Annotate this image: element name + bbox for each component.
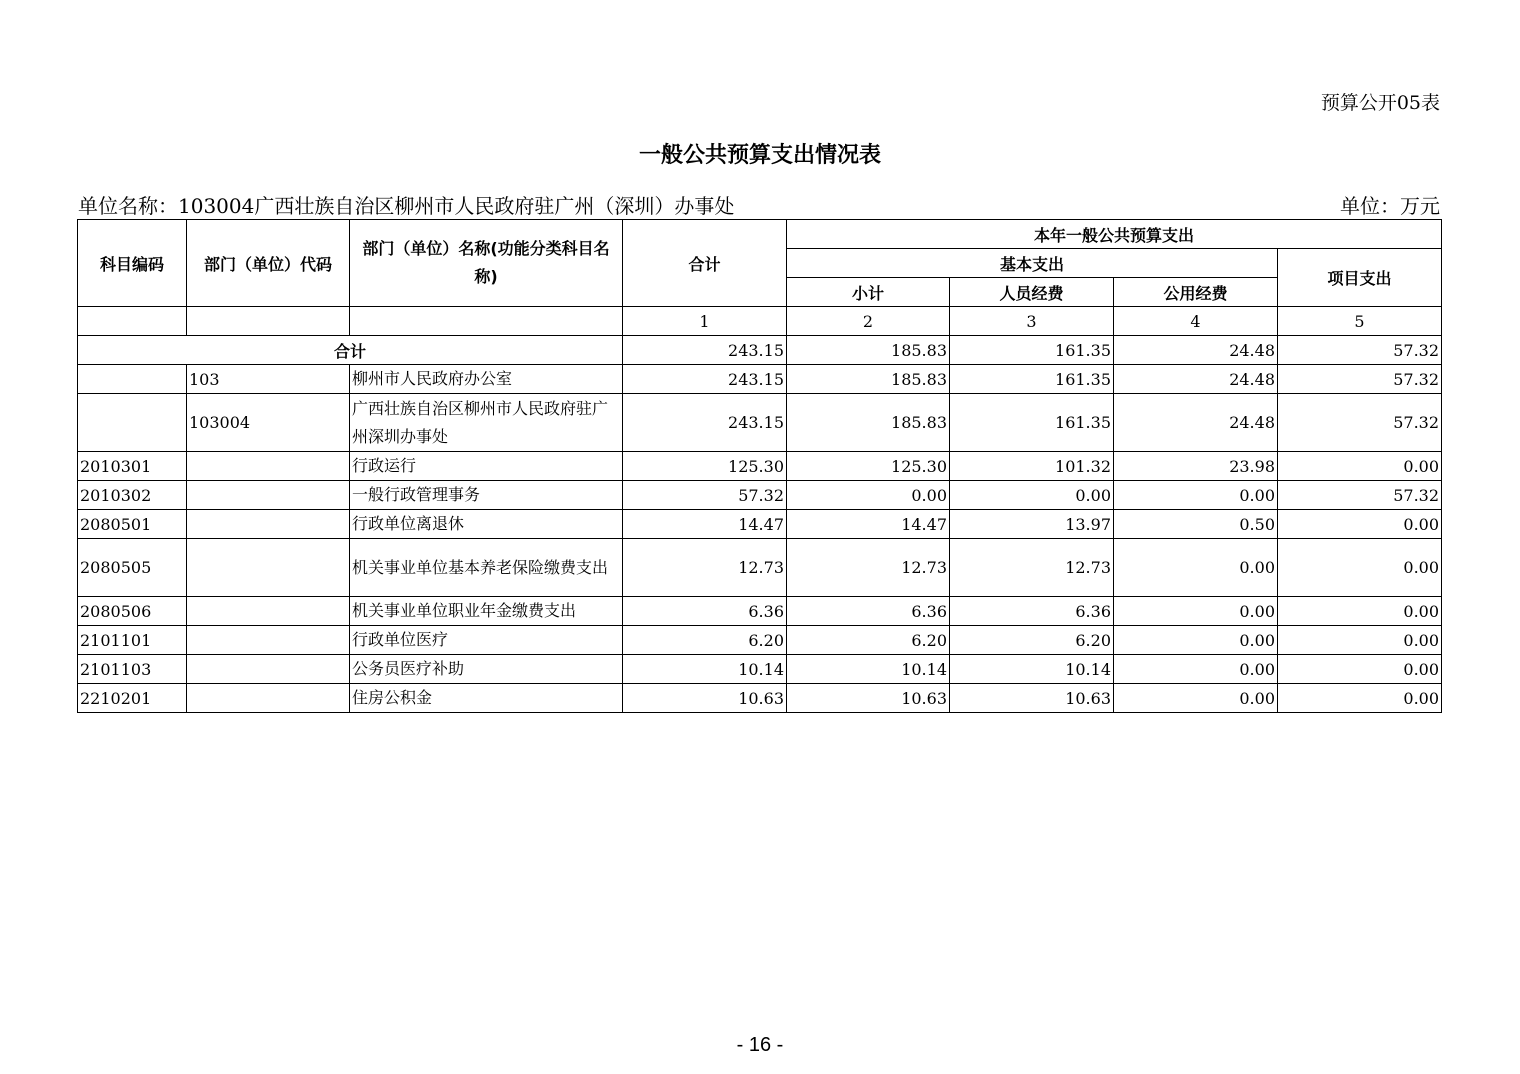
table-row bbox=[78, 626, 1442, 655]
header-personnel: 人员经费 bbox=[950, 278, 1114, 307]
code-cell: 2010302 bbox=[78, 481, 187, 510]
table-row bbox=[78, 394, 1442, 452]
dept-name-cell: 广西壮族自治区柳州市人民政府驻广州深圳办事处 bbox=[350, 394, 623, 452]
project-value: 57.32 bbox=[1278, 336, 1442, 365]
form-number: 预算公开05表 bbox=[1320, 92, 1440, 114]
table-row bbox=[78, 365, 1442, 394]
index-cell: 5 bbox=[1278, 307, 1442, 336]
dept-name-cell: 公务员医疗补助 bbox=[350, 655, 623, 684]
dept-code-cell bbox=[187, 481, 350, 510]
dept-name-cell: 柳州市人民政府办公室 bbox=[350, 365, 623, 394]
public-cell: 0.50 bbox=[1114, 510, 1278, 539]
code-cell: 2101103 bbox=[78, 655, 187, 684]
table-row bbox=[78, 481, 1442, 510]
total-cell: 12.73 bbox=[623, 539, 787, 597]
total-cell: 14.47 bbox=[623, 510, 787, 539]
table-row bbox=[78, 597, 1442, 626]
header-subtotal: 小计 bbox=[787, 278, 950, 307]
header-group-current-year: 本年一般公共预算支出 bbox=[787, 220, 1442, 249]
header-dept-code: 部门（单位）代码 bbox=[187, 220, 350, 307]
public-cell: 0.00 bbox=[1114, 626, 1278, 655]
header-dept-name: 部门（单位）名称(功能分类科目名称) bbox=[350, 220, 623, 307]
code-cell: 2080506 bbox=[78, 597, 187, 626]
header-public: 公用经费 bbox=[1114, 278, 1278, 307]
index-cell: 1 bbox=[623, 307, 787, 336]
subtotal-cell: 10.63 bbox=[787, 684, 950, 713]
public-cell: 0.00 bbox=[1114, 655, 1278, 684]
index-cell-empty bbox=[350, 307, 623, 336]
public-cell: 0.00 bbox=[1114, 481, 1278, 510]
subtotal-cell: 125.30 bbox=[787, 452, 950, 481]
code-cell: 2080501 bbox=[78, 510, 187, 539]
project-cell: 0.00 bbox=[1278, 539, 1442, 597]
dept-code-cell bbox=[187, 539, 350, 597]
dept-code-cell bbox=[187, 510, 350, 539]
project-cell: 0.00 bbox=[1278, 597, 1442, 626]
public-cell: 24.48 bbox=[1114, 365, 1278, 394]
table-row bbox=[78, 655, 1442, 684]
table-row bbox=[78, 684, 1442, 713]
header-group-basic: 基本支出 bbox=[787, 249, 1278, 278]
index-cell: 3 bbox=[950, 307, 1114, 336]
code-cell: 2101101 bbox=[78, 626, 187, 655]
total-label: 合计 bbox=[78, 336, 623, 365]
total-row bbox=[78, 336, 1442, 365]
dept-code-cell bbox=[187, 452, 350, 481]
personnel-cell: 6.20 bbox=[950, 626, 1114, 655]
total-cell: 243.15 bbox=[623, 365, 787, 394]
total-cell: 243.15 bbox=[623, 394, 787, 452]
index-cell-empty bbox=[187, 307, 350, 336]
currency-unit-label: 单位：万元 bbox=[1340, 194, 1440, 218]
project-cell: 0.00 bbox=[1278, 510, 1442, 539]
personnel-value: 161.35 bbox=[950, 336, 1114, 365]
dept-name-cell: 行政单位离退休 bbox=[350, 510, 623, 539]
personnel-cell: 12.73 bbox=[950, 539, 1114, 597]
subtotal-cell: 14.47 bbox=[787, 510, 950, 539]
index-cell-empty bbox=[78, 307, 187, 336]
header-code: 科目编码 bbox=[78, 220, 187, 307]
subtotal-cell: 185.83 bbox=[787, 394, 950, 452]
subtotal-cell: 12.73 bbox=[787, 539, 950, 597]
total-value: 243.15 bbox=[623, 336, 787, 365]
index-cell: 4 bbox=[1114, 307, 1278, 336]
dept-code-cell bbox=[187, 684, 350, 713]
table-row bbox=[78, 452, 1442, 481]
subtotal-cell: 6.36 bbox=[787, 597, 950, 626]
personnel-cell: 101.32 bbox=[950, 452, 1114, 481]
table-row bbox=[78, 539, 1442, 597]
header-total: 合计 bbox=[623, 220, 787, 307]
public-cell: 24.48 bbox=[1114, 394, 1278, 452]
personnel-cell: 13.97 bbox=[950, 510, 1114, 539]
project-cell: 57.32 bbox=[1278, 481, 1442, 510]
unit-name-label: 单位名称：103004广西壮族自治区柳州市人民政府驻广州（深圳）办事处 bbox=[78, 194, 735, 218]
personnel-cell: 10.14 bbox=[950, 655, 1114, 684]
budget-table bbox=[77, 219, 1442, 713]
code-cell: 2210201 bbox=[78, 684, 187, 713]
dept-code-cell bbox=[187, 626, 350, 655]
total-cell: 125.30 bbox=[623, 452, 787, 481]
personnel-cell: 10.63 bbox=[950, 684, 1114, 713]
page-number: - 16 - bbox=[736, 1034, 784, 1056]
dept-name-cell: 住房公积金 bbox=[350, 684, 623, 713]
project-cell: 0.00 bbox=[1278, 626, 1442, 655]
subtotal-cell: 10.14 bbox=[787, 655, 950, 684]
total-cell: 57.32 bbox=[623, 481, 787, 510]
page-title: 一般公共预算支出情况表 bbox=[638, 143, 881, 168]
index-cell: 2 bbox=[787, 307, 950, 336]
public-cell: 0.00 bbox=[1114, 597, 1278, 626]
dept-code-cell bbox=[187, 655, 350, 684]
subtotal-cell: 6.20 bbox=[787, 626, 950, 655]
dept-code-cell bbox=[187, 597, 350, 626]
subtotal-cell: 185.83 bbox=[787, 365, 950, 394]
dept-name-cell: 一般行政管理事务 bbox=[350, 481, 623, 510]
dept-name-cell: 机关事业单位基本养老保险缴费支出 bbox=[350, 539, 623, 597]
code-cell bbox=[78, 394, 187, 452]
dept-name-cell: 行政运行 bbox=[350, 452, 623, 481]
personnel-cell: 6.36 bbox=[950, 597, 1114, 626]
personnel-cell: 0.00 bbox=[950, 481, 1114, 510]
project-cell: 57.32 bbox=[1278, 365, 1442, 394]
public-cell: 0.00 bbox=[1114, 539, 1278, 597]
project-cell: 0.00 bbox=[1278, 684, 1442, 713]
public-cell: 23.98 bbox=[1114, 452, 1278, 481]
code-cell bbox=[78, 365, 187, 394]
total-cell: 10.63 bbox=[623, 684, 787, 713]
project-cell: 0.00 bbox=[1278, 452, 1442, 481]
personnel-cell: 161.35 bbox=[950, 365, 1114, 394]
code-cell: 2080505 bbox=[78, 539, 187, 597]
project-cell: 0.00 bbox=[1278, 655, 1442, 684]
public-cell: 0.00 bbox=[1114, 684, 1278, 713]
subtotal-cell: 0.00 bbox=[787, 481, 950, 510]
dept-name-cell: 机关事业单位职业年金缴费支出 bbox=[350, 597, 623, 626]
total-cell: 10.14 bbox=[623, 655, 787, 684]
personnel-cell: 161.35 bbox=[950, 394, 1114, 452]
code-cell: 2010301 bbox=[78, 452, 187, 481]
dept-code-cell: 103004 bbox=[187, 394, 350, 452]
header-project: 项目支出 bbox=[1278, 249, 1442, 307]
project-cell: 57.32 bbox=[1278, 394, 1442, 452]
table-row bbox=[78, 510, 1442, 539]
dept-name-cell: 行政单位医疗 bbox=[350, 626, 623, 655]
dept-code-cell: 103 bbox=[187, 365, 350, 394]
public-value: 24.48 bbox=[1114, 336, 1278, 365]
total-cell: 6.36 bbox=[623, 597, 787, 626]
subtotal-value: 185.83 bbox=[787, 336, 950, 365]
total-cell: 6.20 bbox=[623, 626, 787, 655]
